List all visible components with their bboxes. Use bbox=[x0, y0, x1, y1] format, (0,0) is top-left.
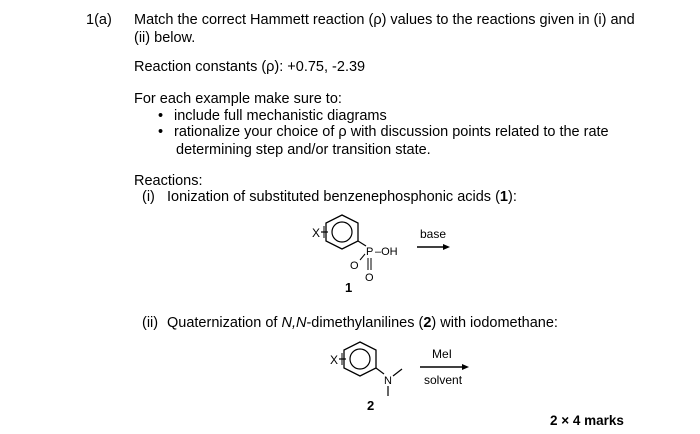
prompt-line-1: Match the correct Hammett reaction (ρ) values to the reactions given in (i) and bbox=[134, 12, 635, 28]
bullet-dot-icon: • bbox=[158, 124, 164, 140]
aromatic-circle bbox=[350, 349, 370, 369]
structure-1-label: 1 bbox=[345, 280, 353, 295]
bullet-text-cont: determining step and/or transition state. bbox=[176, 142, 431, 158]
bullet-dot-icon: • bbox=[158, 108, 164, 124]
bullet-text: rationalize your choice of ρ with discussion points related to the rate bbox=[174, 124, 609, 140]
reaction-ii-title bbox=[167, 314, 558, 332]
reaction-i-title bbox=[167, 188, 517, 206]
x-atom: X bbox=[330, 353, 339, 367]
structure-2-label: 2 bbox=[367, 398, 375, 413]
marks: 2 × 4 marks bbox=[550, 413, 624, 428]
reaction-ii-label: (ii) bbox=[142, 315, 159, 331]
bullet-text: include full mechanistic diagrams bbox=[174, 108, 387, 124]
c-p-bond bbox=[358, 241, 366, 246]
reaction-constants: Reaction constants (ρ): +0.75, -2.39 bbox=[134, 59, 366, 75]
benzenephosphonic-acid-structure bbox=[300, 210, 460, 295]
benzene-ring bbox=[344, 342, 376, 376]
oh-group: –OH bbox=[375, 246, 398, 258]
p-atom: P bbox=[366, 246, 374, 258]
reaction-arrow-icon bbox=[417, 243, 451, 251]
question-number: 1(a) bbox=[86, 12, 112, 28]
reaction-ii-compound: 2 bbox=[423, 315, 432, 331]
reaction-ii-text-end: ) with iodomethane: bbox=[431, 315, 558, 331]
x-atom: X bbox=[312, 226, 321, 240]
o-atom-2: O bbox=[365, 272, 374, 284]
reagent-base: base bbox=[420, 227, 447, 241]
reaction-i-compound: 1 bbox=[499, 189, 508, 205]
instructions-intro: For each example make sure to: bbox=[134, 91, 342, 107]
reaction-ii-text-mid: -dimethylanilines ( bbox=[306, 315, 424, 331]
n-methyl-bond-1 bbox=[393, 369, 402, 376]
reaction-ii-italic: N,N bbox=[281, 315, 307, 331]
c-n-bond bbox=[376, 368, 384, 374]
benzene-ring bbox=[326, 215, 358, 249]
reaction-i-text-end: ): bbox=[508, 189, 517, 205]
reactions-heading: Reactions: bbox=[134, 173, 203, 189]
aromatic-circle bbox=[332, 222, 352, 242]
p-o-bond bbox=[360, 254, 365, 260]
reaction-ii-text: Quaternization of bbox=[167, 315, 282, 331]
reaction-arrow-icon bbox=[420, 363, 470, 371]
reagent-mei: MeI bbox=[432, 347, 453, 361]
n-atom: N bbox=[384, 375, 392, 387]
bullet-item bbox=[158, 123, 609, 159]
reagent-solvent: solvent bbox=[424, 373, 463, 387]
o-atom-1: O bbox=[350, 260, 359, 272]
reaction-i-label: (i) bbox=[142, 189, 155, 205]
reaction-i-text: Ionization of substituted benzenephosphonic acids ( bbox=[167, 189, 500, 205]
prompt-line-2: (ii) below. bbox=[134, 30, 196, 46]
bullet-list-2 bbox=[158, 123, 609, 159]
